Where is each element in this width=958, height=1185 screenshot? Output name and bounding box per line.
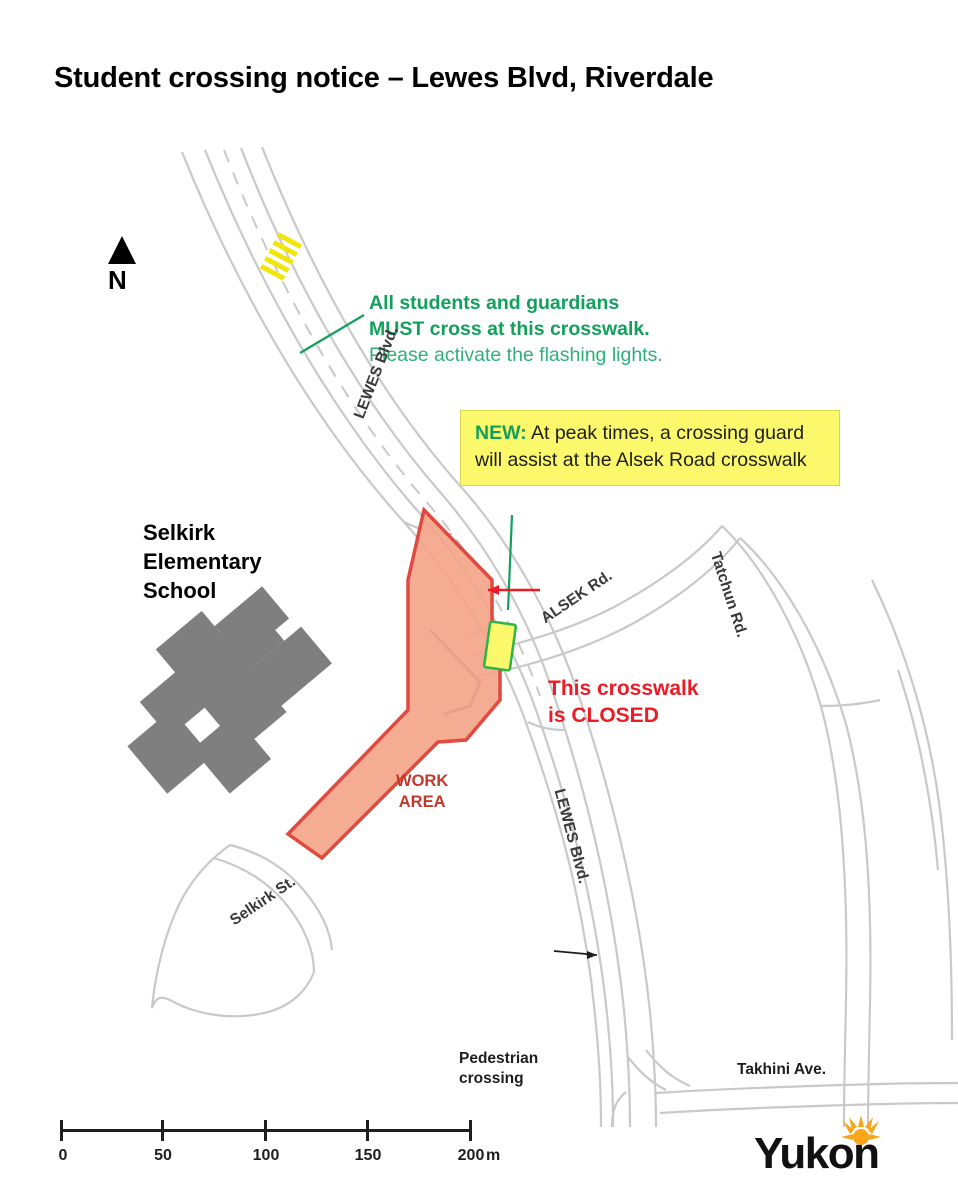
scale-bar <box>60 1120 500 1180</box>
pedestrian-crossing-label <box>459 1049 538 1089</box>
map-figure <box>0 110 958 1178</box>
scale-tick-150 <box>366 1120 369 1141</box>
closed-crosswalk-line2: is CLOSED <box>548 704 659 727</box>
street-label-tatchun-rd: Tatchun Rd. <box>706 550 751 640</box>
page-title: Student crossing notice – Lewes Blvd, Riverdale <box>54 62 714 94</box>
yukon-logo <box>754 1115 914 1185</box>
north-label: N <box>108 265 127 295</box>
school-label-line1: Selkirk <box>143 520 216 545</box>
scale-label-100: 100 <box>252 1147 280 1164</box>
scale-label-150: 150 <box>354 1147 382 1164</box>
school-building <box>91 568 353 824</box>
pedestrian-crossing-line1: Pedestrian <box>459 1050 539 1067</box>
yukon-wordmark: Yukon <box>754 1129 879 1178</box>
scale-tick-100 <box>264 1120 267 1141</box>
street-label-lewes-blvd-north: LEWES Blvd. <box>351 324 402 422</box>
scale-tick-0 <box>60 1120 63 1141</box>
scale-tick-50 <box>161 1120 164 1141</box>
new-callout-text: At peak times, a crossing guard will assist at the Alsek Road crosswalk <box>475 422 807 471</box>
school-label <box>143 518 262 605</box>
new-crossing-guard-callout <box>460 410 840 486</box>
closed-crosswalk-label <box>548 675 699 729</box>
work-area-label <box>396 771 448 813</box>
scale-tick-200 <box>469 1120 472 1141</box>
street-label-takhini-ave: Takhini Ave. <box>737 1061 827 1078</box>
work-area-shape <box>288 510 500 858</box>
crosswalk-instruction-line2: MUST cross at this crosswalk. <box>369 318 650 340</box>
scale-label-200: 200 <box>457 1147 485 1164</box>
closed-crosswalk-line1: This crosswalk <box>548 677 699 700</box>
work-area-line2: AREA <box>398 793 446 811</box>
pedestrian-crossing-leader <box>554 951 597 959</box>
scale-label-50: 50 <box>154 1147 172 1164</box>
school-label-line2: Elementary <box>143 549 262 574</box>
crosswalk-instruction-note <box>369 290 663 368</box>
street-label-selkirk-st: Selkirk St. <box>227 873 299 930</box>
alsek-crosswalk-highlight <box>484 621 516 670</box>
work-area-line1: WORK <box>396 772 449 790</box>
scale-unit: m <box>486 1147 501 1164</box>
scale-label-0: 0 <box>58 1147 68 1164</box>
new-badge: NEW: <box>475 422 527 444</box>
crosswalk-instruction-line3: Please activate the flashing lights. <box>369 344 663 366</box>
street-label-alsek-rd: ALSEK Rd. <box>538 567 616 628</box>
crosswalk-instruction-line1: All students and guardians <box>369 292 620 314</box>
school-label-line3: School <box>143 578 217 603</box>
street-label-lewes-blvd-south: LEWES Blvd. <box>550 787 593 886</box>
pedestrian-crossing-line2: crossing <box>459 1070 524 1087</box>
